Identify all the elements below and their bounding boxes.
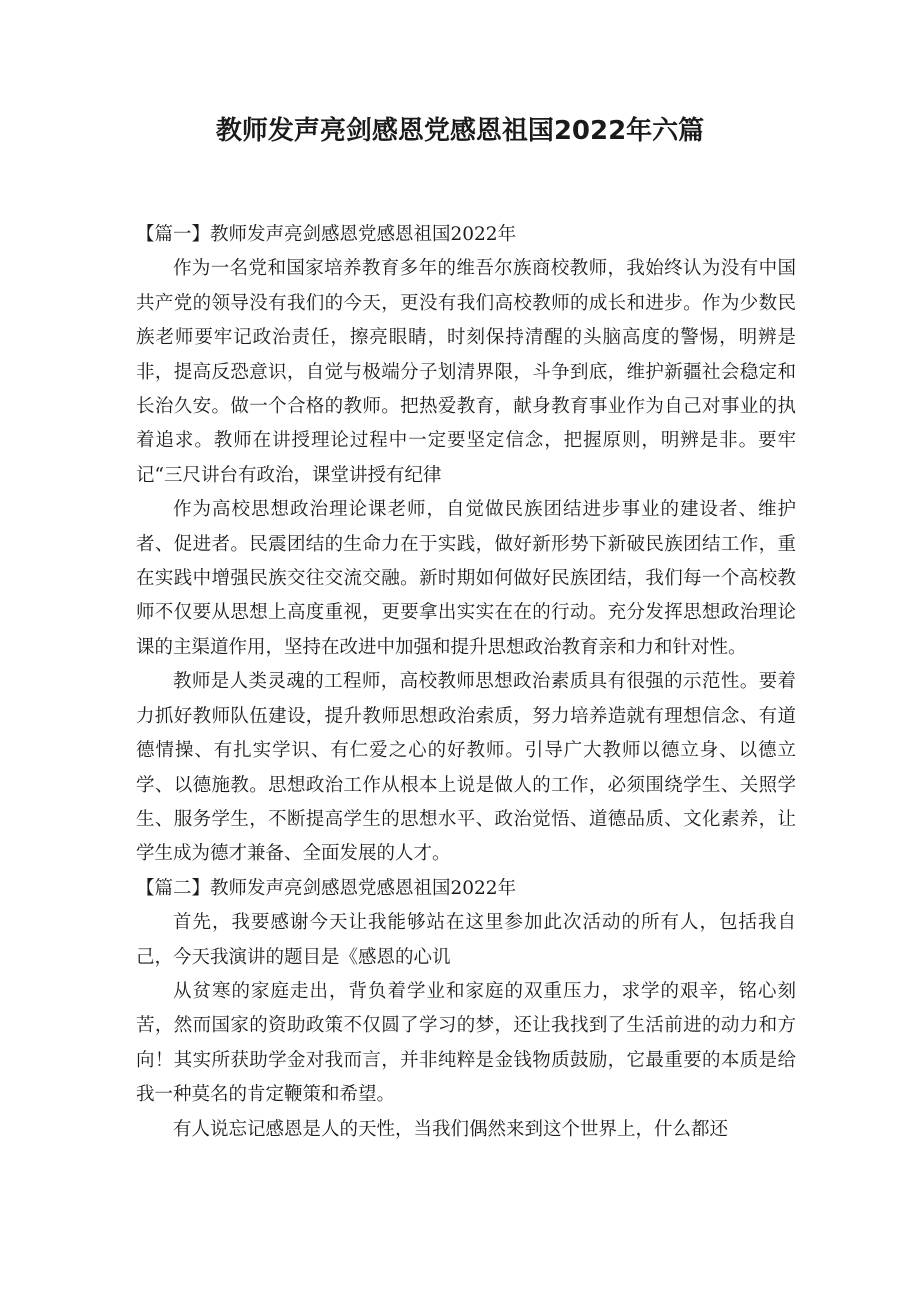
paragraph: 作为一名党和国家培养教育多年的维吾尔族商校教师，我始终认为没有中国共产党的领导没有我们的今天，更没有我们高校教师的成长和进步。作为少数民族老师要牢记政治责任，擦亮眼睛，时刻保持清醒的头脑高度的警惕，明辨是非，提高反恐意识，自觉与极端分子划清界限，斗争到底，维护新疆社会稳定和长治久安。做一个合格的教师。把热爱教育，献身教育事业作为自己对事业的执着追求。教师在讲授理论过程中一定要坚定信念，把握原则，明辨是非。要牢记“三尺讲台有政治，课堂讲授有纪律 [136, 258, 796, 486]
paragraph: 从贫寒的家庭走出，背负着学业和家庭的双重压力，求学的艰辛，铭心刻苦，然而国家的资助政策不仅圆了学习的梦，还让我找到了生活前进的动力和方向！其实所获助学金对我而言，并非纯粹是金钱物质鼓励，它最重要的本质是给我一种莫名的肯定鞭策和希望。 [136, 980, 796, 1106]
section-heading: 【篇二】教师发声亮剑感恩党感恩祖国2022年 [136, 877, 517, 899]
document-title: 教师发声亮剑感恩党感恩祖国2022年六篇 [215, 116, 705, 146]
paragraph: 有人说忘记感恩是人的天性，当我们偶然来到这个世界上，什么都还 [173, 1118, 729, 1140]
section-heading: 【篇一】教师发声亮剑感恩党感恩祖国2022年 [136, 224, 517, 245]
paragraph: 首先，我要感谢今天让我能够站在这里参加此次活动的所有人，包括我自己，今天我演讲的题目是《感恩的心讥 [136, 912, 796, 968]
section-1 [136, 218, 796, 872]
paragraph: 作为高校思想政治理论课老师，自觉做民族团结进步事业的建设者、维护者、促进者。民震团结的生命力在于实践，做好新形势下新破民族团结工作，重在实践中增强民族交往交流交融。新时期如何做好民族团结，我们每一个高校教师不仅要从思想上高度重视，更要拿出实实在在的行动。充分发挥思想政治理论课的主渠道作用，坚持在改进中加强和提升思想政治教育亲和力和针对性。 [136, 499, 796, 658]
document-body [136, 218, 796, 1147]
section-2 [136, 872, 796, 1147]
paragraph: 教师是人类灵魂的工程师，高校教师思想政治素质具有很强的示范性。要着力抓好教师队伍建设，提升教师思想政治索质，努力培养造就有理想信念、有道德情操、有扎实学识、有仁爱之心的好教师。引导广大教师以德立身、以德立学、以德施教。思想政治工作从根本上说是做人的工作，必须围绕学生、关照学生、服务学生，不断提高学生的思想水平、政治觉悟、道德品质、文化素养，让学生成为德才兼备、全面发展的人才。 [136, 671, 796, 865]
